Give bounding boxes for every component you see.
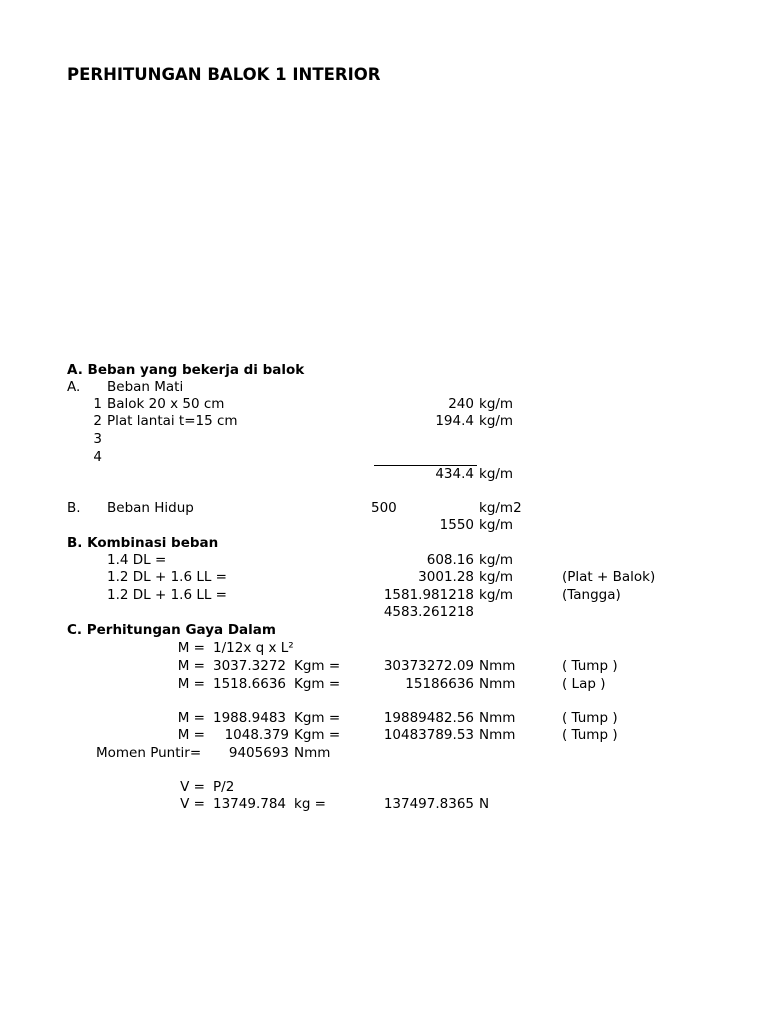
torsion-label: Momen Puntir= [96, 745, 202, 761]
dead-load-total-unit: kg/m [479, 466, 514, 482]
moment-kgm: 3037.3272 [213, 658, 287, 674]
moment-kgm-unit: Kgm = [294, 676, 341, 692]
combo-value: 608.16 [426, 552, 474, 568]
moment-note: ( Tump ) [562, 658, 618, 674]
shear-formula-label: V = [180, 779, 205, 795]
moment-nmm-unit: Nmm [479, 658, 516, 674]
combo-unit: kg/m [479, 552, 514, 568]
moment-kgm: 1988.9483 [213, 710, 287, 726]
moment-label: M = [177, 710, 205, 726]
shear-n-unit: N [479, 796, 490, 812]
shear-kg-unit: kg = [294, 796, 326, 812]
item-number: 1 [93, 396, 102, 412]
combo-total: 4583.261218 [383, 604, 474, 620]
moment-kgm-unit: Kgm = [294, 658, 341, 674]
item-number: 3 [93, 431, 102, 447]
moment-note: ( Tump ) [562, 710, 618, 726]
combo-note: (Tangga) [562, 587, 621, 603]
combo-unit: kg/m [479, 587, 514, 603]
page-title: PERHITUNGAN BALOK 1 INTERIOR [67, 65, 381, 84]
moment-kgm: 1048.379 [224, 727, 289, 743]
moment-nmm-unit: Nmm [479, 676, 516, 692]
combo-label: 1.2 DL + 1.6 LL = [107, 569, 227, 585]
moment-nmm: 15186636 [405, 676, 474, 692]
live-load-value: 500 [371, 500, 397, 516]
item-value: 240 [448, 396, 474, 412]
moment-nmm: 19889482.56 [383, 710, 474, 726]
shear-formula: P/2 [213, 779, 235, 795]
moment-note: ( Tump ) [562, 727, 618, 743]
shear-label: V = [180, 796, 205, 812]
combo-value: 1581.981218 [383, 587, 474, 603]
formula-label: M = [177, 640, 205, 656]
combo-value: 3001.28 [418, 569, 474, 585]
torsion-unit: Nmm [294, 745, 331, 761]
item-unit: kg/m [479, 396, 514, 412]
moment-label: M = [177, 676, 205, 692]
moment-label: M = [177, 658, 205, 674]
item-value: 194.4 [435, 413, 474, 429]
item-unit: kg/m [479, 413, 514, 429]
moment-nmm-unit: Nmm [479, 727, 516, 743]
moment-label: M = [177, 727, 205, 743]
section-a-heading: A. Beban yang bekerja di balok [67, 362, 305, 378]
moment-kgm-unit: Kgm = [294, 727, 341, 743]
beban-mati-marker: A. [67, 379, 81, 395]
item-name: Balok 20 x 50 cm [107, 396, 225, 412]
torsion-value: 9405693 [228, 745, 289, 761]
beban-hidup-label: Beban Hidup [107, 500, 194, 516]
live-load-unit: kg/m2 [479, 500, 522, 516]
combo-label: 1.4 DL = [107, 552, 167, 568]
section-c-heading: C. Perhitungan Gaya Dalam [67, 622, 276, 638]
item-name: Plat lantai t=15 cm [107, 413, 238, 429]
shear-n: 137497.8365 [383, 796, 474, 812]
live-load-result-unit: kg/m [479, 517, 514, 533]
moment-nmm: 10483789.53 [383, 727, 474, 743]
beban-hidup-marker: B. [67, 500, 81, 516]
combo-unit: kg/m [479, 569, 514, 585]
dead-load-total: 434.4 [435, 466, 474, 482]
moment-nmm: 30373272.09 [383, 658, 474, 674]
item-number: 2 [93, 413, 102, 429]
section-b-heading: B. Kombinasi beban [67, 535, 219, 551]
combo-note: (Plat + Balok) [562, 569, 656, 585]
shear-kg: 13749.784 [213, 796, 287, 812]
live-load-result: 1550 [439, 517, 474, 533]
moment-formula: 1/12x q x L² [213, 640, 294, 656]
combo-label: 1.2 DL + 1.6 LL = [107, 587, 227, 603]
moment-note: ( Lap ) [562, 676, 606, 692]
moment-kgm-unit: Kgm = [294, 710, 341, 726]
moment-nmm-unit: Nmm [479, 710, 516, 726]
beban-mati-label: Beban Mati [107, 379, 184, 395]
item-number: 4 [93, 449, 102, 465]
moment-kgm: 1518.6636 [213, 676, 287, 692]
